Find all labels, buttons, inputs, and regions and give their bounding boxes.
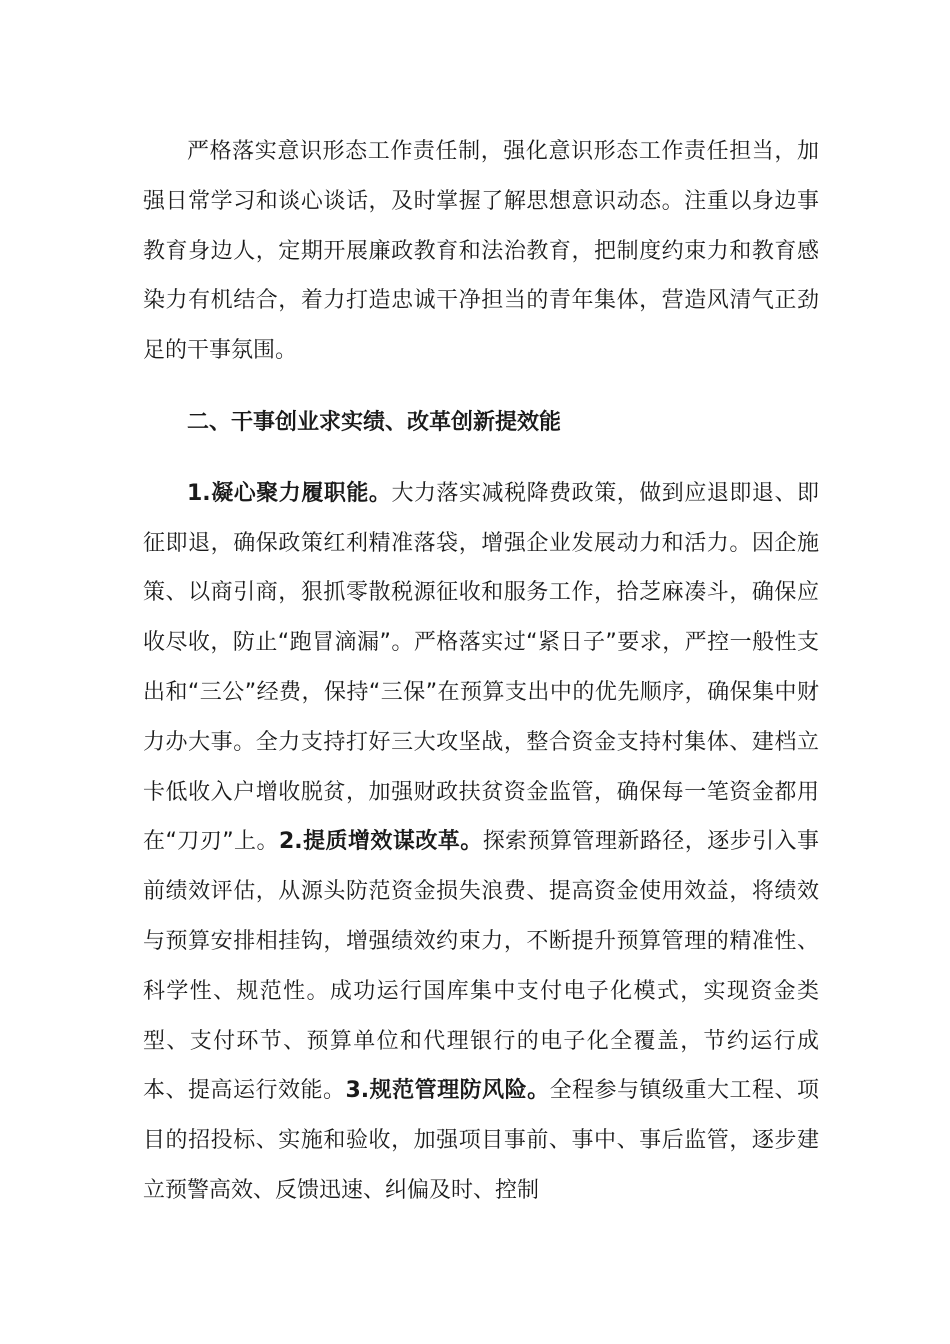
paragraph-work-measures [143, 469, 819, 1216]
document-body [143, 127, 819, 1216]
body-text-1: 大力落实减税降费政策，做到应退即退、即征即退，确保政策红利精准落袋，增强企业发展动力和活力。因企施策、以商引商，狠抓零散税源征收和服务工作，拾芝麻凑斗，确保应收尽收，防止“跑冒滴漏”。严格落实过“紧日子”要求，严控一般性支出和“三公”经费，保持“三保”在预算支出中的优先顺序，确保集中财力办大事。全力支持打好三大攻坚战，整合资金支持村集体、建档立卡低收入户增收脱贫，加强财政扶贫资金监管，确保每一笔资金都用在“刀刃”上。 [143, 480, 819, 855]
body-text-2: 探索预算管理新路径，逐步引入事前绩效评估，从源头防范资金损失浪费、提高资金使用效益，将绩效与预算安排相挂钩，增强绩效约束力，不断提升预算管理的精准性、科学性、规范性。成功运行国库集中支付电子化模式，实现资金类型、支付环节、预算单位和代理银行的电子化全覆盖，节约运行成本、提高运行效能。 [143, 829, 819, 1104]
paragraph-ideology: 严格落实意识形态工作责任制，强化意识形态工作责任担当，加强日常学习和谈心谈话，及时掌握了解思想意识动态。注重以身边事教育身边人，定期开展廉政教育和法治教育，把制度约束力和教育感染力有机结合，着力打造忠诚干净担当的青年集体，营造风清气正劲足的干事氛围。 [143, 139, 819, 364]
lead-heading-3: 3.规范管理防风险。 [345, 1078, 550, 1104]
lead-heading-1: 1.凝心聚力履职能。 [187, 480, 392, 506]
body-text-3: 全程参与镇级重大工程、项目的招投标、实施和验收，加强项目事前、事中、事后监管，逐步建立预警高效、反馈迅速、纠偏及时、控制 [143, 1078, 819, 1203]
lead-heading-2: 2.提质增效谋改革。 [278, 829, 483, 855]
section-heading: 二、干事创业求实绩、改革创新提效能 [187, 409, 562, 435]
